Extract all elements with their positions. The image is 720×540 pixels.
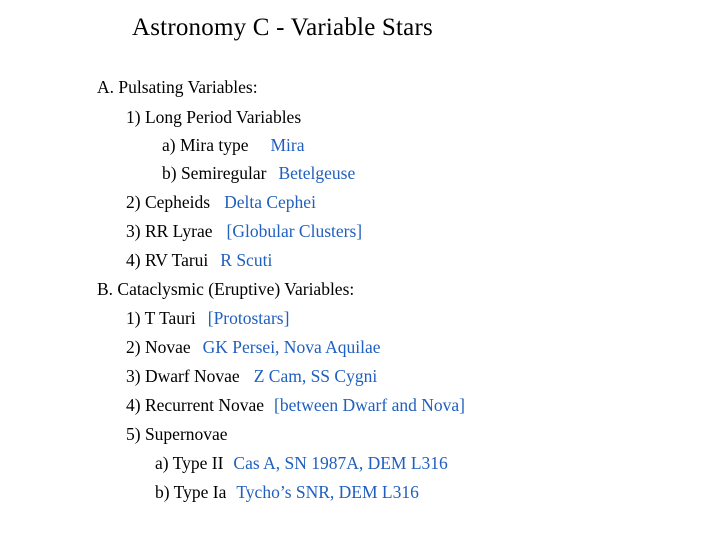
section-b-heading: B. Cataclysmic (Eruptive) Variables: xyxy=(97,279,355,299)
list-item-type-ii xyxy=(155,451,448,475)
list-item-novae xyxy=(126,335,381,359)
section-a-heading: A. Pulsating Variables: xyxy=(97,77,258,97)
list-item-recurrent-novae xyxy=(126,393,465,417)
item-example: Delta Cephei xyxy=(224,192,316,212)
item-example: Z Cam, SS Cygni xyxy=(253,366,378,386)
item-label: a) Mira type xyxy=(162,135,249,155)
item-label: 4) Recurrent Novae xyxy=(126,395,264,415)
item-example: [Protostars] xyxy=(207,308,290,328)
item-label: 1) Long Period Variables xyxy=(126,107,302,127)
item-label: b) Type Ia xyxy=(155,482,227,502)
item-label: 3) RR Lyrae xyxy=(126,221,213,241)
item-example: GK Persei, Nova Aquilae xyxy=(202,337,381,357)
item-example: R Scuti xyxy=(220,250,273,270)
list-item-semiregular xyxy=(162,161,355,185)
list-item-type-ia xyxy=(155,480,419,504)
list-item-long-period-variables xyxy=(126,105,301,129)
list-item-rr-lyrae xyxy=(126,219,362,243)
item-example: Cas A, SN 1987A, DEM L316 xyxy=(233,453,448,473)
item-label: b) Semiregular xyxy=(162,163,267,183)
list-item-t-tauri xyxy=(126,306,289,330)
item-label: 3) Dwarf Novae xyxy=(126,366,240,386)
list-item-mira-type xyxy=(162,133,305,157)
list-item-rv-tarui xyxy=(126,248,272,272)
item-example: [between Dwarf and Nova] xyxy=(274,395,465,415)
item-label: 5) Supernovae xyxy=(126,424,228,444)
item-label: a) Type II xyxy=(155,453,224,473)
item-label: 2) Cepheids xyxy=(126,192,211,212)
list-item-dwarf-novae xyxy=(126,364,377,388)
item-label: 4) RV Tarui xyxy=(126,250,209,270)
list-item-cepheids xyxy=(126,190,316,214)
list-item-supernovae xyxy=(126,422,228,446)
page-title: Astronomy C - Variable Stars xyxy=(132,14,433,41)
item-example: [Globular Clusters] xyxy=(226,221,363,241)
item-label: 2) Novae xyxy=(126,337,191,357)
item-label: 1) T Tauri xyxy=(126,308,196,328)
item-example: Betelgeuse xyxy=(278,163,356,183)
item-example: Tycho’s SNR, DEM L316 xyxy=(236,482,419,502)
item-example: Mira xyxy=(270,135,305,155)
